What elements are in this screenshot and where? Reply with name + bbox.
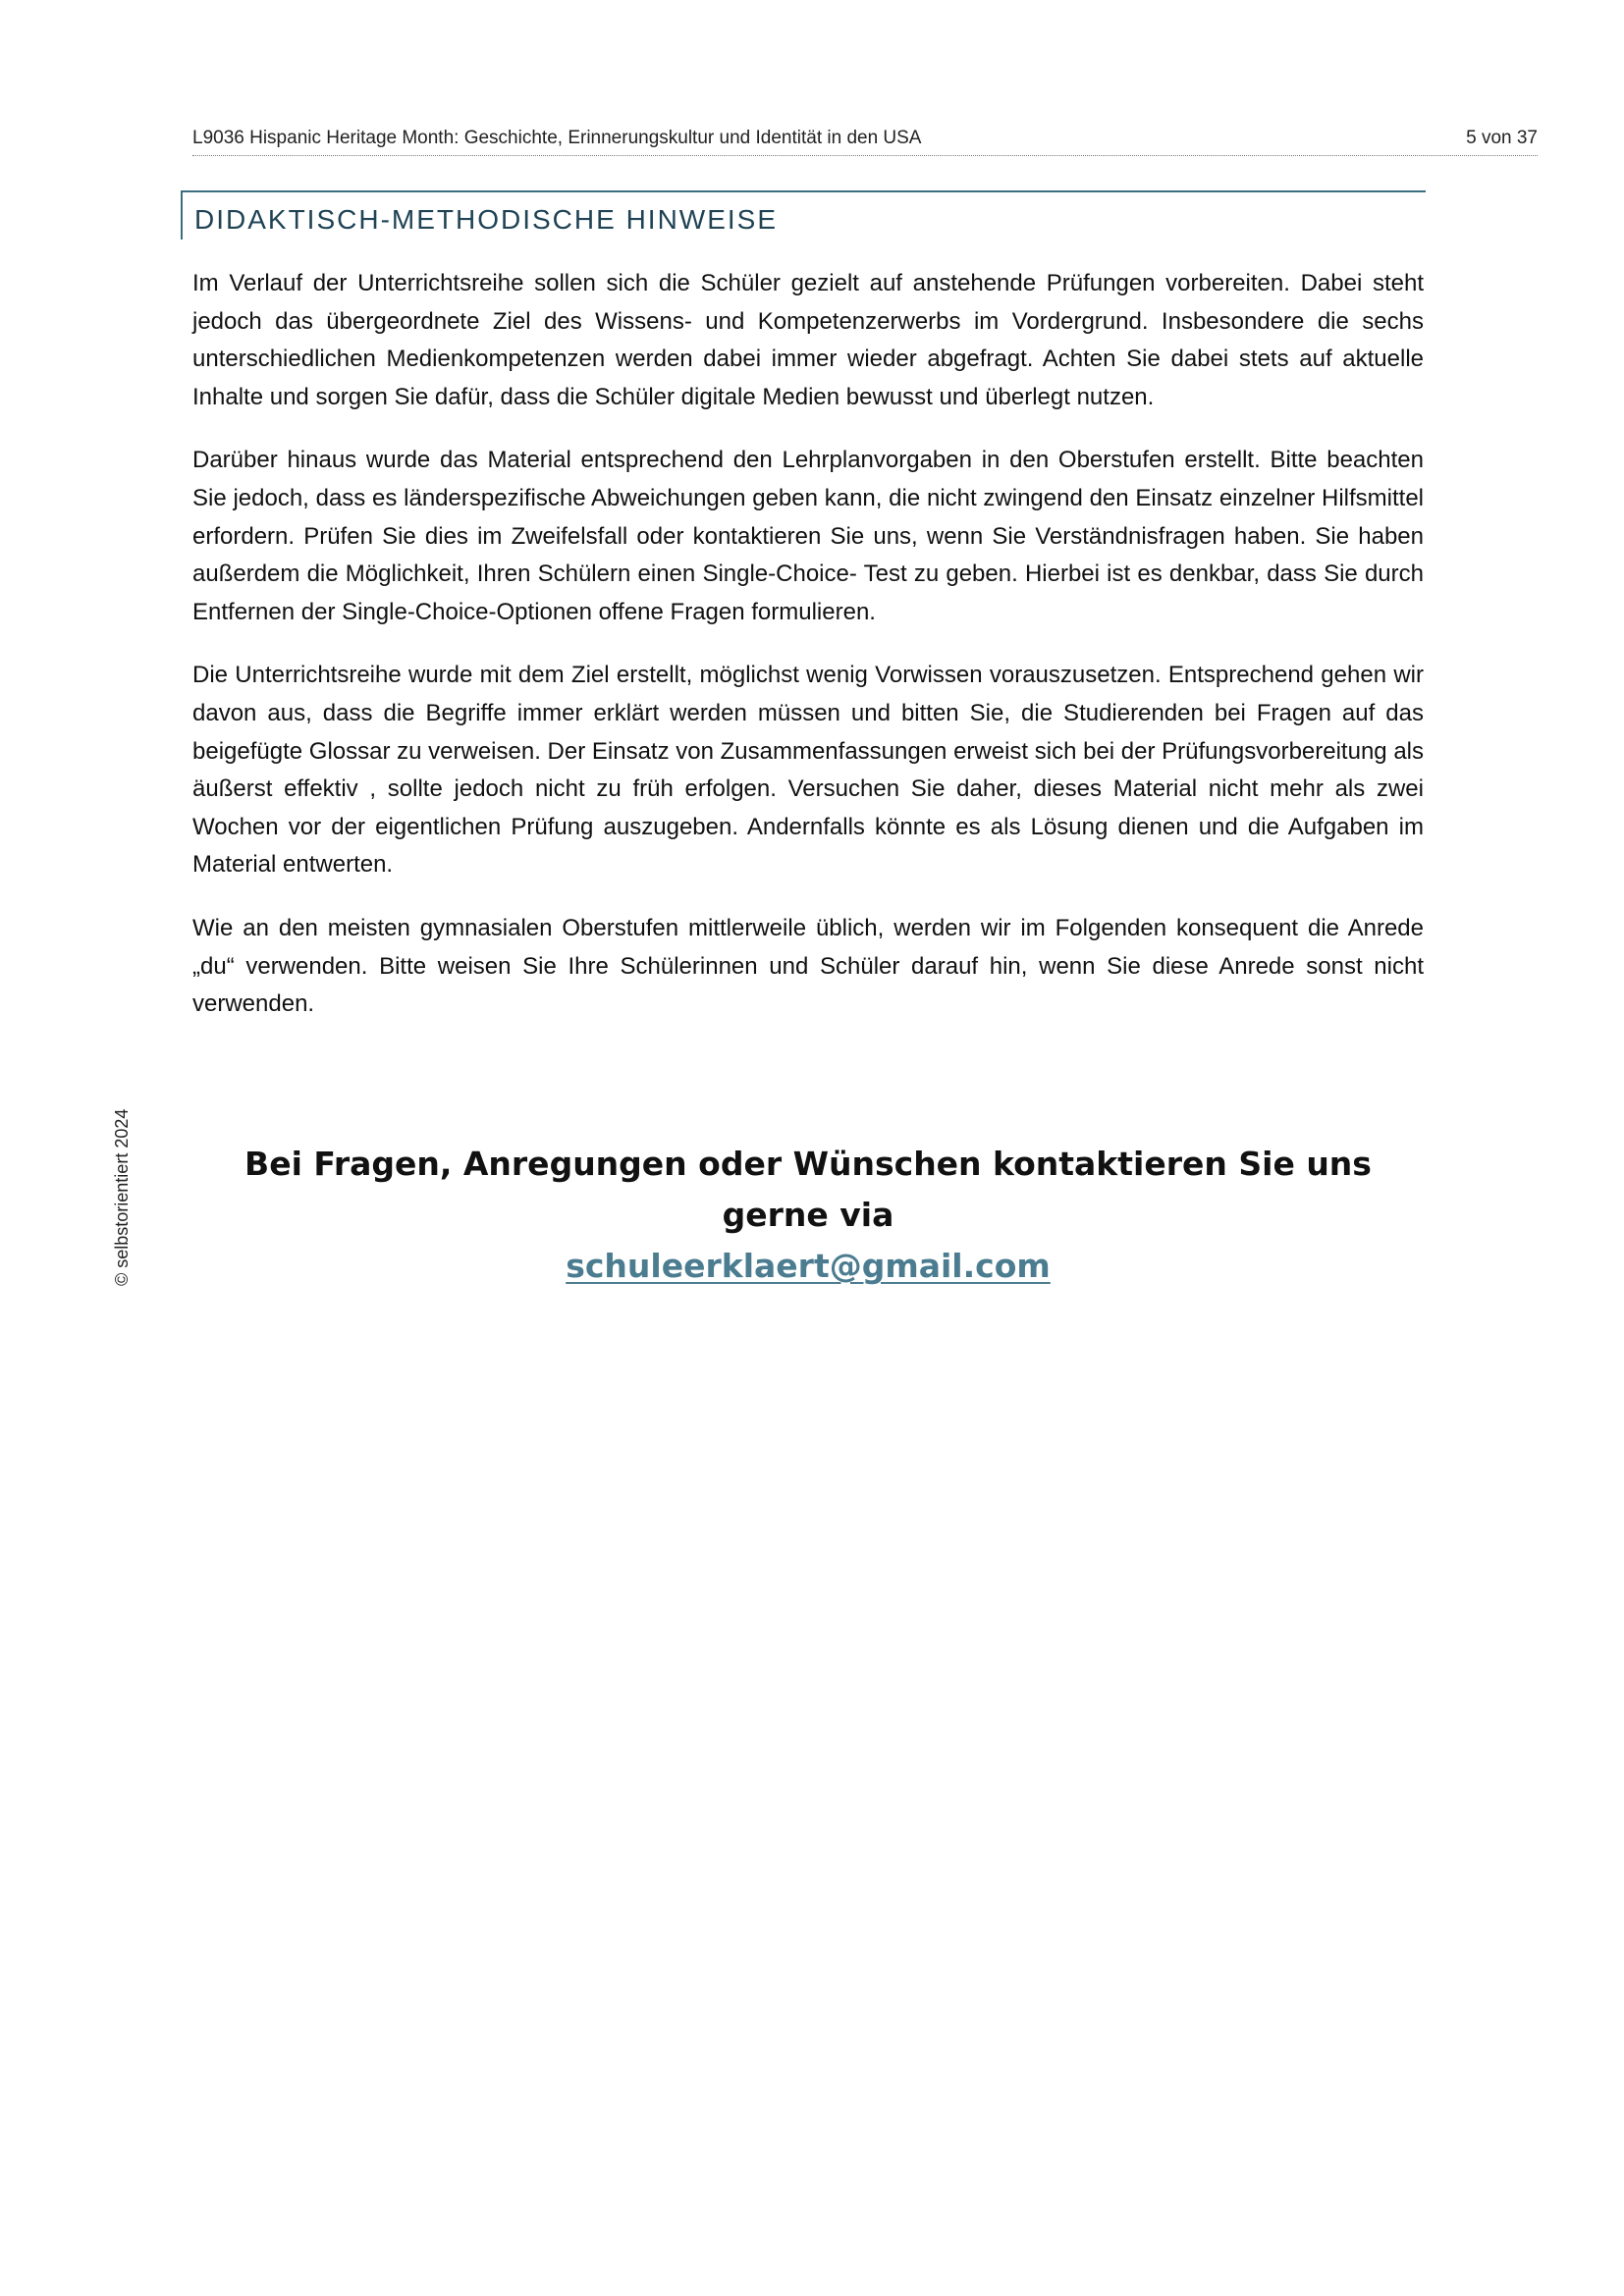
- contact-line: Bei Fragen, Anregungen oder Wünschen kontaktieren Sie uns gerne via: [244, 1145, 1372, 1234]
- paragraph: Wie an den meisten gymnasialen Oberstufen mittlerweile üblich, werden wir im Folgenden konsequent die Anrede „du“ verwenden. Bitte weisen Sie Ihre Schülerinnen und Schüler darauf hin, wenn Sie diese Anrede sonst nicht verwenden.: [192, 914, 1424, 1018]
- section-heading-text: DIDAKTISCH-METHODISCHE HINWEISE: [194, 204, 779, 235]
- paragraph: Im Verlauf der Unterrichtsreihe sollen sich die Schüler gezielt auf anstehende Prüfungen vorbereiten. Dabei steht jedoch das übergeordnete Ziel des Wissens- und Kompetenzerwerbs im Vordergrund. Insbesondere die sechs unterschiedlichen Medienkompetenzen werden dabei immer wieder abgefragt. Achten Sie dabei stets auf aktuelle Inhalte und sorgen Sie dafür, dass die Schüler digitale Medien bewusst und überlegt nutzen.: [192, 270, 1424, 410]
- page-header: [192, 128, 1538, 156]
- paragraph: Die Unterrichtsreihe wurde mit dem Ziel erstellt, möglichst wenig Vorwissen vorauszusetzen. Entsprechend gehen wir davon aus, dass die Begriffe immer erklärt werden müssen und bitten Sie, die Studierenden bei Fragen auf das beigefügte Glossar zu verweisen. Der Einsatz von Zusammenfassungen erweist sich bei der Prüfungsvorbereitung als äußerst effektiv , sollte jedoch nicht zu früh erfolgen. Versuchen Sie daher, dieses Material nicht mehr als zwei Wochen vor der eigentlichen Prüfung auszugeben. Andernfalls könnte es als Lösung dienen und die Aufgaben im Material entwerten.: [192, 662, 1424, 879]
- body-text: [192, 265, 1424, 1049]
- copyright-text: © selbstorientiert 2024: [112, 1108, 132, 1286]
- section-heading: [181, 190, 1426, 240]
- contact-email-link[interactable]: schuleerklaert@gmail.com: [566, 1247, 1051, 1285]
- paragraph: Darüber hinaus wurde das Material entsprechend den Lehrplanvorgaben in den Oberstufen erstellt. Bitte beachten Sie jedoch, dass es länderspezifische Abweichungen geben kann, die nicht zwingend den Einsatz einzelner Hilfsmittel erfordern. Prüfen Sie dies im Zweifelsfall oder kontaktieren Sie uns, wenn Sie Verständnisfragen haben. Sie haben außerdem die Möglichkeit, Ihren Schülern einen Single-Choice- Test zu geben. Hierbei ist es denkbar, dass Sie durch Entfernen der Single-Choice-Optionen offene Fragen formulieren.: [192, 447, 1424, 625]
- page-number: 5 von 37: [1466, 128, 1538, 148]
- document-title: L9036 Hispanic Heritage Month: Geschichte, Erinnerungskultur und Identität in den USA: [192, 128, 922, 148]
- contact-block: [192, 1139, 1424, 1292]
